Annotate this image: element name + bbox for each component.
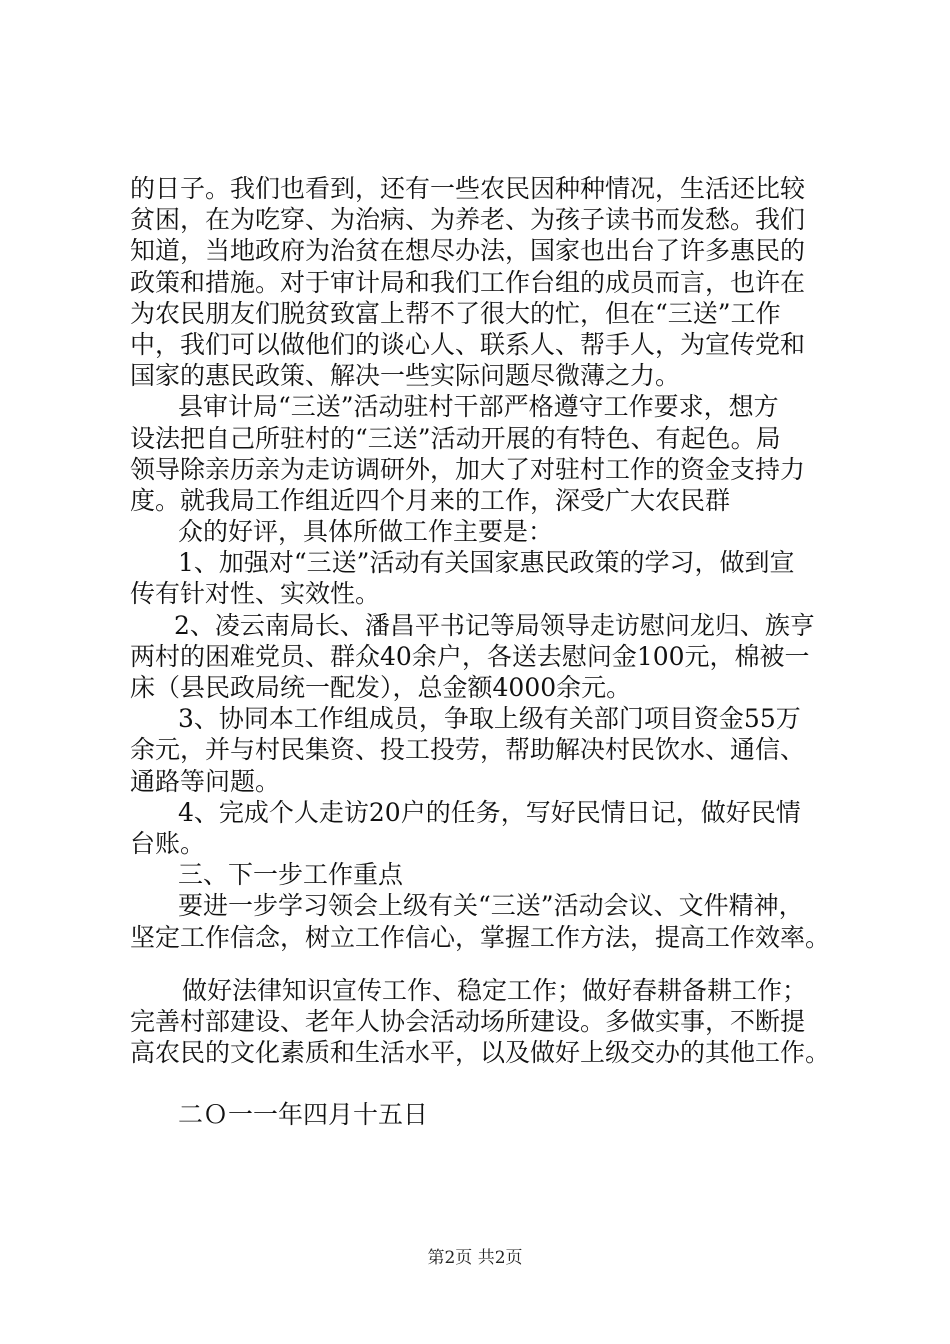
- document-body: [130, 173, 830, 1131]
- text-line: 1、加强对“三送”活动有关国家惠民政策的学习，做到宣: [178, 548, 795, 578]
- text-line: 设法把自己所驻村的“三送”活动开展的有特色、有起色。局: [130, 423, 781, 453]
- text-line: 两村的困难党员、群众40余户，各送去慰问金100元，棉被一: [130, 641, 810, 671]
- text-line: 4、完成个人走访20户的任务，写好民情日记，做好民情: [178, 797, 801, 827]
- text-line: 知道，当地政府为治贫在想尽办法，国家也出台了许多惠民的: [130, 236, 806, 266]
- text-line: 众的好评，具体所做工作主要是：: [178, 517, 554, 547]
- text-line: 传有针对性、实效性。: [130, 579, 381, 609]
- text-line: 要进一步学习领会上级有关“三送”活动会议、文件精神，: [178, 891, 804, 921]
- page-footer: [0, 1243, 950, 1268]
- text-line: 坚定工作信念，树立工作信心，掌握工作方法，提高工作效率。: [130, 922, 831, 952]
- text-line: 做好法律知识宣传工作、稳定工作；做好春耕备耕工作；: [182, 975, 808, 1005]
- text-line: 通路等问题。: [130, 766, 281, 796]
- text-line: 床（县民政局统一配发），总金额4000余元。: [130, 673, 632, 702]
- text-line: 度。就我局工作组近四个月来的工作，深受广大农民群: [130, 485, 731, 515]
- text-line: 政策和措施。对于审计局和我们工作台组的成员而言，也许在: [130, 267, 806, 297]
- text-line: 为农民朋友们脱贫致富上帮不了很大的忙，但在“三送”工作: [130, 298, 781, 328]
- text-line: 2、凌云南局长、潘昌平书记等局领导走访慰问龙归、族亨: [174, 610, 815, 640]
- text-line: 中，我们可以做他们的谈心人、联系人、帮手人，为宣传党和: [130, 329, 806, 359]
- page-number: 第2页 共2页: [427, 1248, 523, 1268]
- text-line: 贫困，在为吃穿、为治病、为养老、为孩子读书而发愁。我们: [130, 205, 806, 235]
- text-line: 高农民的文化素质和生活水平，以及做好上级交办的其他工作。: [130, 1038, 831, 1068]
- text-line: 国家的惠民政策、解决一些实际问题尽微薄之力。: [130, 361, 681, 391]
- text-line: 领导除亲历亲为走访调研外，加大了对驻村工作的资金支持力: [130, 454, 806, 484]
- section-heading: 三、下一步工作重点: [178, 860, 404, 890]
- text-line: 台账。: [130, 828, 206, 858]
- text-line: 3、协同本工作组成员，争取上级有关部门项目资金55万: [178, 704, 801, 734]
- text-line: 县审计局“三送”活动驻村干部严格遵守工作要求，想方: [178, 392, 779, 422]
- text-line: 完善村部建设、老年人协会活动场所建设。多做实事，不断提: [130, 1006, 806, 1036]
- paragraph-gap: [130, 1068, 830, 1099]
- text-line: 的日子。我们也看到，还有一些农民因种种情况，生活还比较: [130, 174, 806, 203]
- document-date: 二Ｏ一一年四月十五日: [178, 1100, 429, 1130]
- paragraph-gap: [130, 953, 830, 975]
- text-line: 余元，并与村民集资、投工投劳，帮助解决村民饮水、通信、: [130, 735, 806, 765]
